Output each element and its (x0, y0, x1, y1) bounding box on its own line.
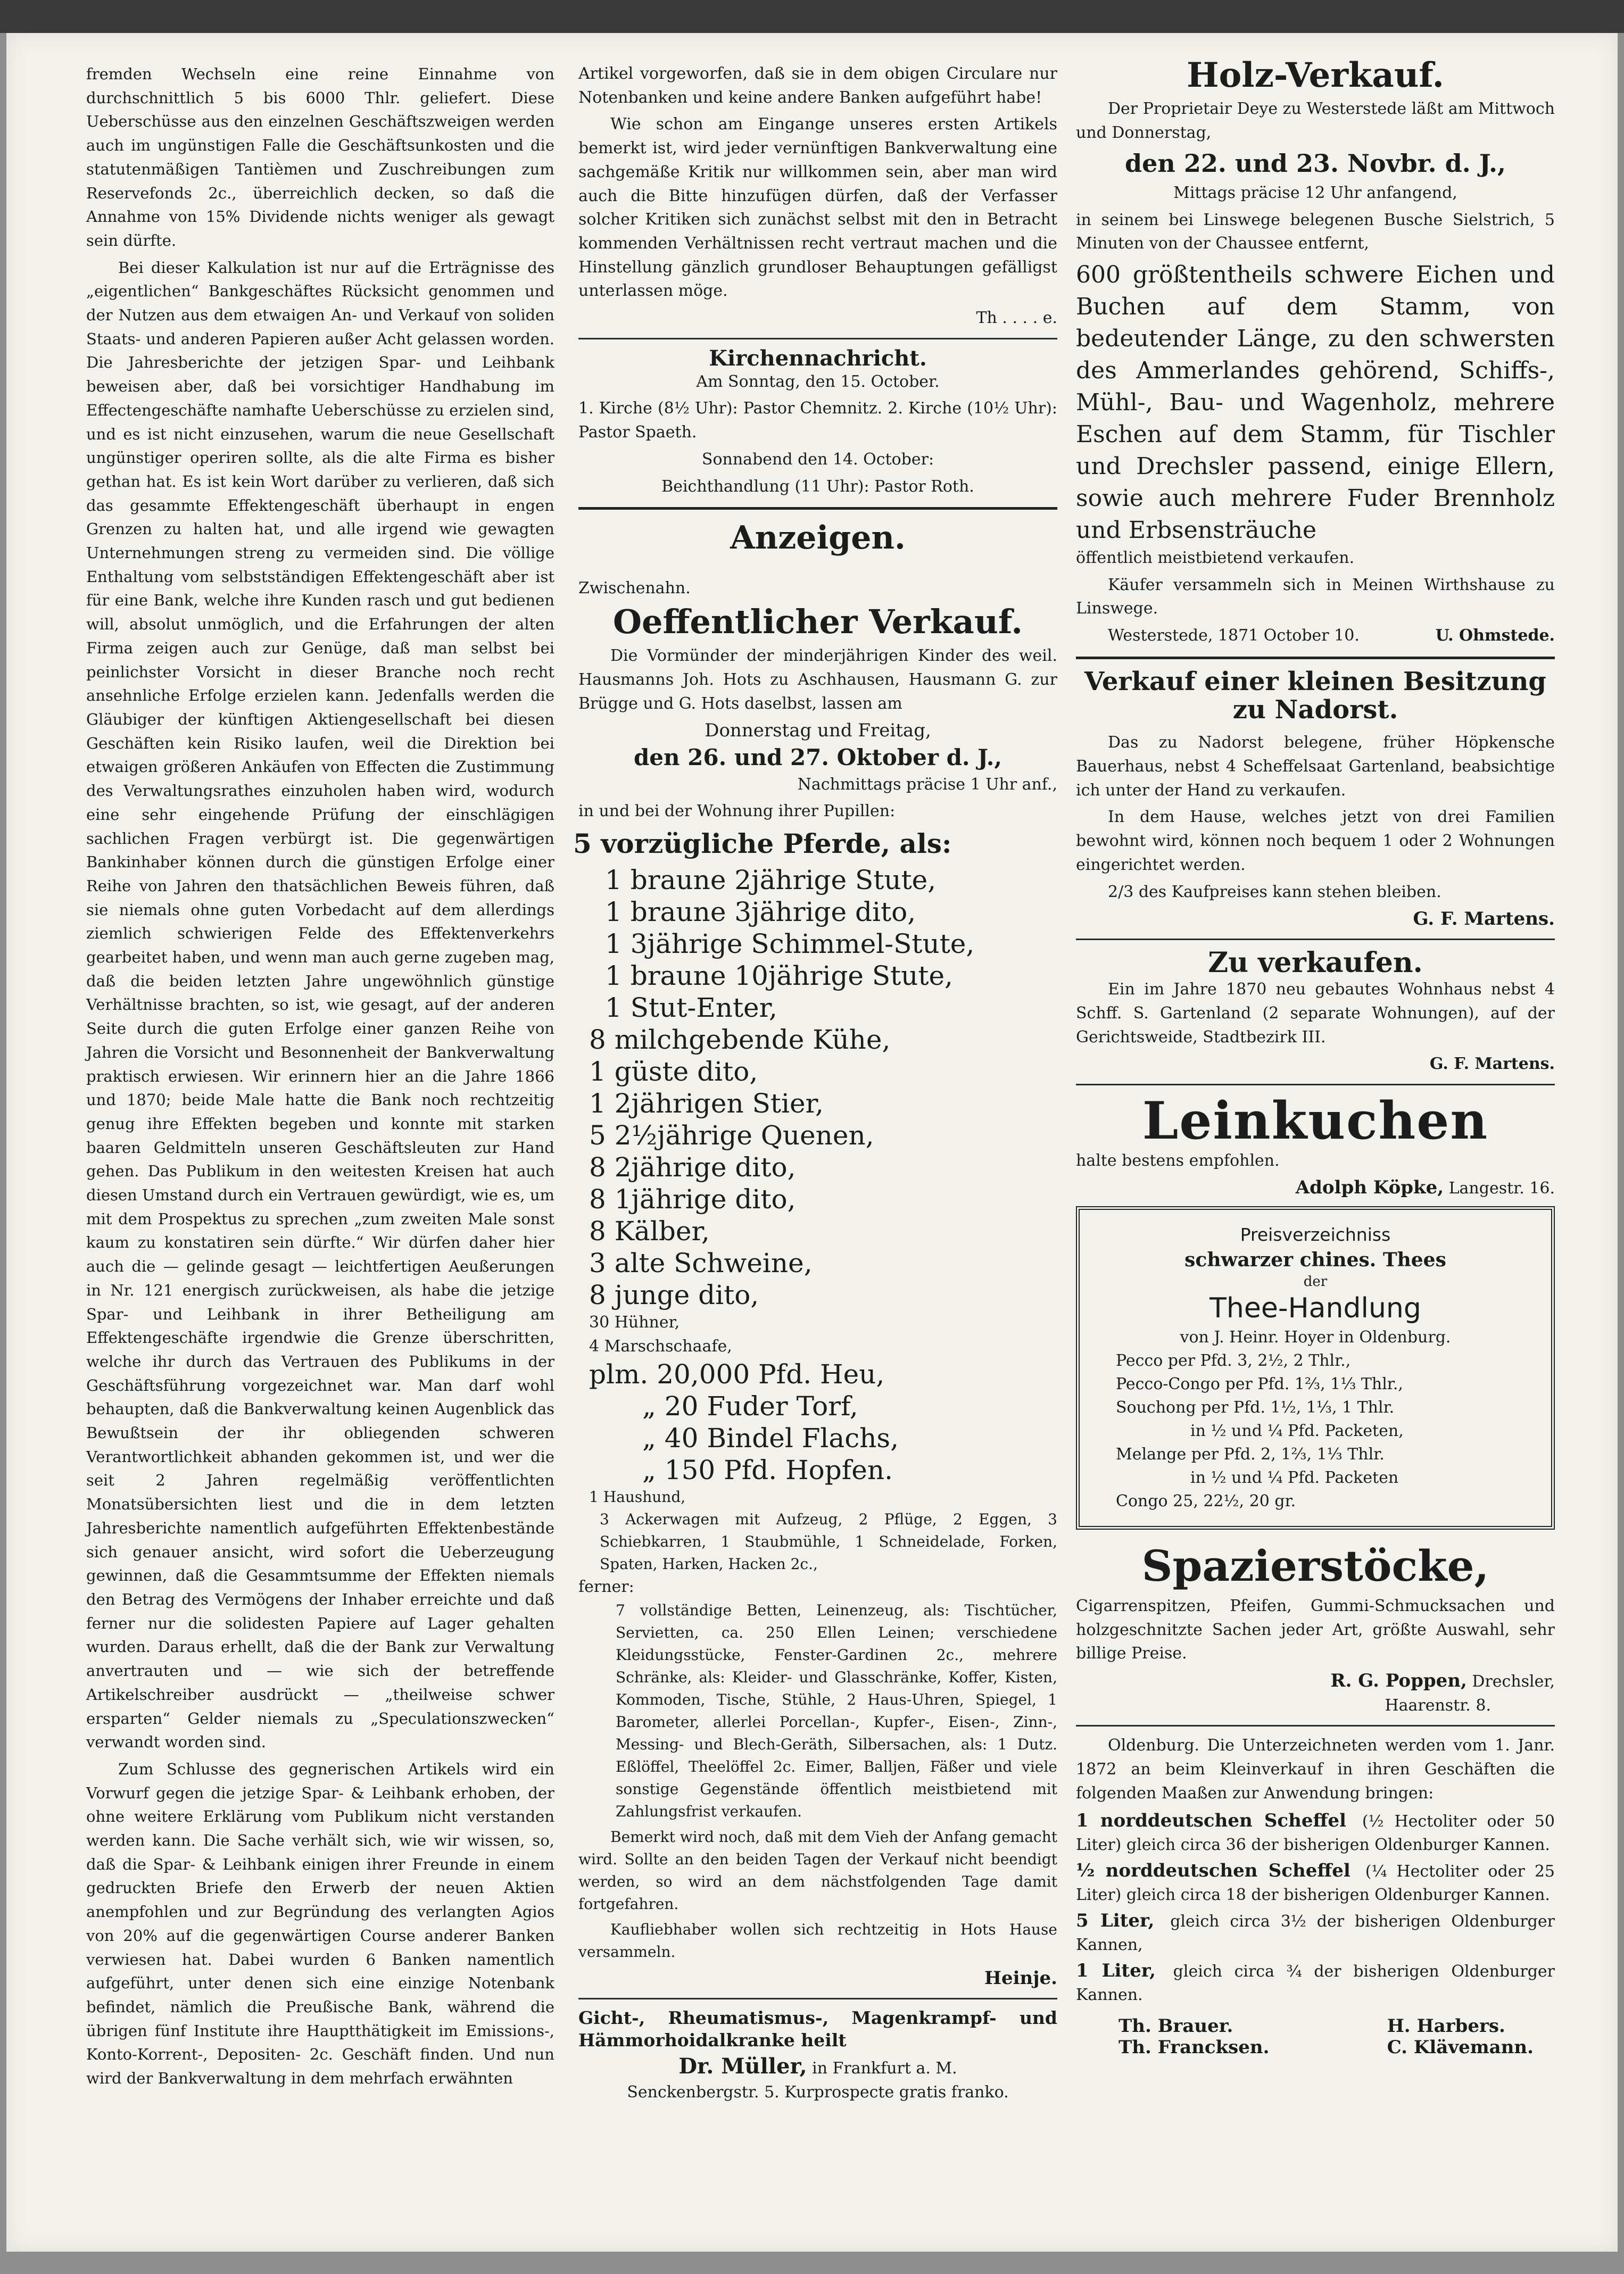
sale-place: Zwischenahn. (578, 579, 691, 598)
sale-location: in und bei der Wohnung ihrer Pupillen: (578, 802, 896, 821)
list-item: 1 Haushund, (589, 1488, 686, 1506)
canes-signature: R. G. Poppen, (1330, 1670, 1467, 1692)
tea-price: in ½ und ¼ Pfd. Packeten (1190, 1468, 1399, 1487)
wood-dates: den 22. und 23. Novbr. d. J., (1124, 148, 1506, 178)
list-item: 5 2½jährige Quenen, (589, 1120, 874, 1151)
horses-list (605, 864, 1057, 1024)
measures-intro: Oldenburg. Die Unterzeichneten werden vom 1. Janr. 1872 an beim Kleinverkauf in ihren Geschäften die folgenden Maaßen zur Anwendung bringen: (1076, 1736, 1555, 1803)
wood-goods-text: 600 größtentheils schwere Eichen und Buchen auf dem Stamm, von bedeutender Länge, zu den schwersten des Ammerlandes gehörend, Schiffs-, Mühl-, Bau- und Wagenholz, mehrere Eschen auf dem Stamm, für Tischler und Drechsler passend, einige Ellern, sowie auch mehrere Fuder Brennholz und Erbsensträuche (1076, 261, 1555, 544)
list-item: „ 150 Pfd. Hopfen. (642, 1455, 893, 1486)
linseed-cake-ad (1076, 1090, 1555, 1201)
measure-item (1076, 1959, 1555, 2007)
tea-title: Thee-Handlung (1209, 1292, 1421, 1324)
church-services: 1. Kirche (8½ Uhr): Pastor Chemnitz. 2. Kirche (10½ Uhr): Pastor Spaeth. (578, 399, 1057, 442)
for-sale-text: Ein im Jahre 1870 neu gebautes Wohnhaus nebst 4 Schff. S. Gartenland (2 separate Wohnungen), auf der Gerichtsweide, Stadtbezirk III. (1076, 980, 1555, 1047)
list-item: 1 güste dito, (589, 1056, 758, 1088)
divider (1076, 1725, 1555, 1727)
sale-intro: Die Vormünder der minderjährigen Kinder des weil. Hausmanns Joh. Hots zu Aschhausen, Hausmann G. zur Brügge und G. Hots daselbst, lassen am (578, 646, 1057, 713)
list-item: 3 alte Schweine, (589, 1248, 813, 1279)
small-animals-list (589, 1311, 1057, 1358)
church-date: Am Sonntag, den 15. October. (696, 372, 940, 391)
list-item: „ 40 Bindel Flachs, (642, 1423, 899, 1454)
divider (578, 338, 1057, 339)
divider (1076, 939, 1555, 940)
tea-price: Souchong per Pfd. 1½, 1⅓, 1 Thlr. (1116, 1398, 1395, 1417)
sale-signature: Heinje. (984, 1968, 1057, 1989)
canes-signature-line (1076, 1669, 1555, 1694)
list-item: 8 milchgebende Kühe, (589, 1024, 891, 1056)
church-notice (578, 347, 1057, 499)
tea-price: Pecco per Pfd. 3, 2½, 2 Thlr., (1116, 1351, 1351, 1370)
measure-item-text-wrap (1076, 1959, 1555, 2007)
newspaper-page (6, 33, 1618, 2252)
sale-note: Kaufliebhaber wollen sich rechtzeitig in Hots Hause versammeln. (578, 1921, 1057, 1961)
sale-notice (573, 577, 1057, 1990)
paragraph: Zum Schlusse des gegnerischen Artikels wird ein Vorwurf gegen die jetzige Spar- & Leihbank erhoben, der ohne weitere Erklärung vom Publikum nicht verstanden werden kann. Die Sache verhält sich, wie wir wissen, so, daß die Spar- & Leihbank einigen ihrer Freunde in einem gedruckten Briefe den Erwerb der neuen Aktien anempfohlen und zur Begründung des verlangten Agios von 20% auf die gegenwärtigen Course anderer Banken verwiesen hat. Dabei wurden 6 Banken namentlich aufgeführt, unter denen sich eine einzige Notenbank befindet, nämlich die Preußische Bank, während die übrigen fünf Institute ihre Hauptthätigkeit im Emissions-, Konto-Korrent-, Depositen- 2c. Geschäft finden. Und nun wird der Bankverwaltung in dem mehrfach erwähnten (86, 1760, 554, 2088)
sale-notes (578, 1826, 1057, 1963)
horses-heading: 5 vorzügliche Pferde, als: (573, 828, 952, 860)
ferner-label: ferner: (578, 1578, 634, 1597)
wood-time: Mittags präcise 12 Uhr anfangend, (1173, 183, 1457, 202)
house-for-sale (1076, 948, 1555, 1076)
tea-line: Preisverzeichniss (1240, 1224, 1391, 1245)
cake-text: halte bestens empfohlen. (1076, 1151, 1280, 1170)
canes-title: Spazierstöcke, (1141, 1540, 1489, 1591)
list-item: 8 1jährige dito, (589, 1184, 796, 1215)
canes-text: Cigarrenspitzen, Pfeifen, Gummi-Schmucksachen und holzgeschnitzte Sachen jeder Art, größte Auswahl, sehr billige Preise. (1076, 1596, 1555, 1663)
church-confession: Beichthandlung (11 Uhr): Pastor Roth. (661, 477, 974, 496)
list-item: 1 Stut-Enter, (605, 992, 777, 1024)
church-date: Sonnabend den 14. October: (701, 450, 934, 469)
cake-address: Langestr. 16. (1448, 1179, 1555, 1198)
for-sale-signature: G. F. Martens. (1429, 1055, 1555, 1074)
small-estate-sale (1076, 668, 1555, 931)
tea-by: von J. Heinr. Hoyer in Oldenburg. (1180, 1327, 1451, 1347)
list-item: 1 2jährigen Stier, (589, 1088, 824, 1119)
list-item: 8 2jährige dito, (589, 1152, 796, 1183)
measures-signatures (1118, 2015, 1534, 2058)
list-item: plm. 20,000 Pfd. Heu, (589, 1359, 885, 1390)
list-item: 1 braune 10jährige Stute, (605, 960, 953, 992)
estate-title: Verkauf einer kleinen Besitzung zu Nadorst. (1084, 666, 1546, 725)
sale-days: Donnerstag und Freitag, (705, 720, 931, 742)
sale-note: Bemerkt wird noch, daß mit dem Vieh der Anfang gemacht wird. Sollte an den beiden Tagen der Verkauf nicht beendigt werden, so wird an dem nächstfolgenden Tage damit fortgefahren. (578, 1828, 1057, 1913)
doctor-name-line (578, 2055, 1057, 2081)
estate-text: Das zu Nadorst belegene, früher Höpkensche Bauerhaus, nebst 4 Scheffelsaat Gartenland, beabsichtige ich unter der Hand zu verkaufen. (1076, 733, 1555, 800)
scan-border (0, 0, 1624, 33)
measures-notice (1076, 1734, 1555, 2057)
list-item: 8 Kälber, (589, 1216, 710, 1247)
goods-list (589, 1358, 1057, 1486)
list-item: 1 3jährige Schimmel-Stute, (605, 928, 975, 960)
divider (578, 507, 1057, 510)
measure-text: (¼ Hectoliter oder 25 Liter) gleich circa 18 der bisherigen Oldenburger Kannen. (1076, 1862, 1555, 1904)
signatures-left (1118, 2015, 1270, 2058)
cattle-list (589, 1024, 1057, 1311)
paragraph: Bei dieser Kalkulation ist nur auf die Erträgnisse des „eigentlichen“ Bankgeschäftes Rücksicht genommen und der Nutzen aus dem etwaigen An- und Verkauf von soliden Staats- und anderen Papieren außer Acht gelassen worden. Die Jahresberichte der jetzigen Spar- und Leihbank beweisen aber, daß bei vorsichtiger Handhabung im Effectengeschäfte namhafte Ueberschüsse zu erzielen sind, und es ist nicht einzusehen, warum die neue Gesellschaft ungünstiger operiren sollte, als die alte Firma es bisher gethan hat. Es ist kein Wort darüber zu verlieren, daß sich das gesammte Effektengeschäft überhaupt in engen Grenzen zu halten hat, und alle irgend wie gewagten Unternehmungen streng zu vermeiden sind. Die völlige Enthaltung vom selbstständigen Effektengeschäft aber ist für eine Bank, welche ihre Kunden rasch und gut bedienen will, absolut unmöglich, und die Erfahrungen der alten Firma zeigen auch zur Genüge, daß man selbst bei peinlichster Vorsicht in dieser Branche noch recht ansehnliche Erfolge erzielen kann. Jedenfalls werden die Gläubiger der künftigen Aktiengesellschaft bei diesen Geschäften kein Risiko laufen, weil die Direktion bei etwaigen größeren Ankäufen von Effecten die Zustimmung des Verwaltungsrathes einzuholen haben wird, wodurch eine sehr eingehende Prüfung der einschlägigen sachlichen Fragen verbürgt ist. Die gegenwärtigen Bankinhaber können durch die günstigen Erfolge einer Reihe von Jahren den thatsächlichen Beweis führen, daß sie niemals ohne guten Vorbedacht auf dem allerdings ziemlich schwierigen Felde des Effektenverkehrs gearbeitet haben, und wenn man auch gerne zugeben mag, daß die beiden letzten Jahre ungewöhnlich günstige Verhältnisse brachten, so ist, wie gesagt, auf der anderen Seite durch die guten Erfolge einer ganzen Reihe von Jahren die Vorsicht und Besonnenheit der Bankverwaltung praktisch erwiesen. Wir erinnern hier an die Jahre 1866 und 1870; beide Male hatte die Bank noch rechtzeitig genug ihre Effekten begeben und konnte mit starken baaren Geldmitteln unseren Geschäftsleuten zur Hand gehen. Das Publikum in den weitesten Kreisen hat auch diesen Umstand durch ein Vertrauen gewürdigt, wie es, um mit dem Prospektus zu sprechen „zum zweiten Male sonst kaum zu konstatiren sein dürfte.“ Wir dürfen daher hier auch die — gelinde gesagt — leichtfertigen Aeußerungen in Nr. 121 energisch zurückweisen, als habe die jetzige Spar- und Leihbank in ihrer Betheiligung am Effektengeschäfte irgendwie die Grenze überschritten, welche ihr durch das Vertrauen des Publikums in der Geschäftsführung vorgezeichnet war. Man darf wohl behaupten, daß die Bankverwaltung keinen Augenblick das Bewußtsein der ihr obliegenden schweren Verantwortlichkeit abhanden gekommen ist, und wer die seit 2 Jahren regelmäßig veröffentlichten Monatsübersichten liest und die in dem letzten Jahresberichte namentlich aufgeführten Effektenbestände sich genauer ansicht, wird sofort die Ueberzeugung gewinnen, daß die Gesammtsumme der Effekten niemals den Betrag des Vermögens der Inhaber erreichte und daß ferner nur die solidesten Papiere auf Lager gehalten wurden. Daraus erhellt, daß die der Bank zur Verwaltung anvertrauten und — wie sich der betreffende Artikelschreiber ausdrückt — „theilweise schwer ersparten“ Gelder niemals zu „Speculationszwecken“ verwandt worden sind. (86, 258, 554, 1752)
estate-text: In dem Hause, welches jetzt von drei Familien bewohnt wird, können noch bequem 1 oder 2 Wohnungen eingerichtet werden. (1076, 808, 1555, 874)
tea-price: Melange per Pfd. 2, 1⅔, 1⅓ Thlr. (1116, 1445, 1385, 1464)
signature: C. Klävemann. (1387, 2036, 1534, 2058)
sale-title: Oeffentlicher Verkauf. (613, 602, 1023, 641)
wood-title: Holz-Verkauf. (1187, 55, 1444, 95)
tea-line: der (1303, 1273, 1328, 1290)
measure-label: 1 norddeutschen Scheffel (1076, 1810, 1346, 1831)
tea-price: Pecco-Congo per Pfd. 1⅔, 1⅓ Thlr., (1116, 1374, 1403, 1393)
divider (1076, 1084, 1555, 1085)
wood-goods (1076, 259, 1555, 546)
measure-label: ½ norddeutschen Scheffel (1076, 1860, 1350, 1881)
tea-price: Congo 25, 22½, 20 gr. (1116, 1491, 1296, 1511)
measure-item (1076, 1909, 1555, 1957)
cake-signature-line (1076, 1176, 1555, 1201)
column-3 (1076, 55, 1555, 2058)
church-title: Kirchennachricht. (709, 345, 927, 371)
list-item: 3 Ackerwagen mit Aufzeug, 2 Pflüge, 2 Eggen, 3 Schiebkarren, 1 Staubmühle, 1 Schneidelade, Forken, Spaten, Harken, Hacken 2c., (600, 1511, 1057, 1573)
for-sale-title: Zu verkaufen. (1208, 946, 1423, 979)
measure-text: gleich circa ¾ der bisherigen Oldenburger Kannen. (1076, 1962, 1555, 2004)
cake-signature: Adolph Köpke, (1295, 1177, 1444, 1199)
tea-price: in ½ und ¼ Pfd. Packeten, (1190, 1421, 1404, 1440)
list-item: 1 braune 3jährige dito, (605, 897, 916, 928)
doctor-line: Gicht-, Rheumatismus-, Magenkrampf- und Hämmorhoidalkranke heilt (578, 2007, 1057, 2051)
doctor-name: Dr. Müller, (678, 2053, 807, 2079)
list-item: 7 vollständige Betten, Leinenzeug, als: Tischtücher, Servietten, ca. 250 Ellen Leinen; verschiedene Kleidungsstücke, Fenster-Gardinen 2c., mehrere Schränke, als: Kleider- und Glasschränke, Koffer, Kisten, Kommoden, Tische, Stühle, 2 Haus-Uhren, Spiegel, 1 Barometer, allerlei Porcellan-, Kupfer-, Eisen-, Zinn-, Messing- und Blech-Geräth, Silbersachen, als: 1 Dutz. Eßlöffel, Theelöffel 2c. Eimer, Balljen, Fäßer und viele sonstige Gegenstände öffentlich meistbietend mit Zahlungsfrist verkaufen. (616, 1601, 1057, 1821)
tea-prices (1116, 1349, 1536, 1513)
tea-line: schwarzer chines. Thees (1184, 1248, 1446, 1271)
wood-place: in seinem bei Linswege belegenen Busche Sielstrich, 5 Minuten von der Chaussee entfernt, (1076, 210, 1555, 253)
paragraph: Wie schon am Eingange unseres ersten Artikels bemerkt ist, wird jeder vernünftigen Bankverwaltung eine sachgemäße Kritik nur willkommen sein, aber man wird auch die Bitte hinzufügen dürfen, daß der Verfasser solcher Kritiken sich zunächst selbst mit den in Betracht kommenden Verhältnissen recht vertraut machen und die Hinstellung gänzlich grundloser Behauptungen gefälligst unterlassen möge. (578, 115, 1057, 301)
sale-dates: den 26. und 27. Oktober d. J., (633, 744, 1002, 770)
measure-label: 1 Liter, (1076, 1960, 1156, 1981)
column-2 (573, 62, 1057, 2107)
wood-tail: öffentlich meistbietend verkaufen. (1076, 548, 1355, 567)
list-item: 1 braune 2jährige Stute, (605, 865, 937, 896)
wood-buyers: Käufer versammeln sich in Meinen Wirthshause zu Linswege. (1076, 575, 1555, 618)
paragraph: fremden Wechseln eine reine Einnahme von durchschnittlich 5 bis 6000 Thlr. geliefert. Diese Ueberschüsse aus den einzelnen Geschäftszweigen werden auch im ungünstigen Falle die Geschäftsunkosten und die statutenmäßigen Tantièmen und Zuschreibungen zum Reservefonds 2c., überreichlich decken, so daß die Annahme von 15% Dividende nichts weniger als gewagt sein dürfte. (86, 65, 554, 250)
ads-header: Anzeigen. (730, 519, 906, 557)
wood-sale (1076, 57, 1555, 648)
wood-intro: Der Proprietair Deye zu Westerstede läßt am Mittwoch und Donnerstag, (1076, 99, 1555, 143)
measure-label: 5 Liter, (1076, 1910, 1155, 1931)
sale-time: Nachmittags präcise 1 Uhr anf., (797, 775, 1057, 794)
signature: Th. Brauer. (1118, 2015, 1233, 2037)
measure-item-text-wrap (1076, 1859, 1555, 1907)
measure-item (1076, 1859, 1555, 1907)
canes-trade: Drechsler, (1472, 1672, 1555, 1691)
estate-text: 2/3 des Kaufpreises kann stehen bleiben. (1108, 882, 1441, 901)
list-item: 4 Marschschaafe, (589, 1337, 732, 1356)
measure-item-text-wrap (1076, 1909, 1555, 1957)
measure-item (1076, 1809, 1555, 1857)
divider (1076, 657, 1555, 659)
signature: Th. Francksen. (1118, 2036, 1270, 2058)
doctor-city: in Frankfurt a. M. (812, 2059, 957, 2078)
signature: H. Harbers. (1387, 2015, 1505, 2037)
estate-signature: G. F. Martens. (1413, 908, 1555, 930)
cake-title: Leinkuchen (1142, 1090, 1489, 1151)
doctor-address: Senckenbergstr. 5. Kurprospecte gratis franko. (627, 2082, 1009, 2102)
walking-sticks-ad (1076, 1542, 1555, 1718)
list-item: „ 20 Fuder Torf, (642, 1391, 858, 1422)
column-1 (86, 62, 554, 2094)
paragraph: Artikel vorgeworfen, daß sie in dem obigen Circulare nur Notenbanken und keine andere Banken aufgeführt habe! (578, 64, 1057, 107)
signatures-right (1387, 2015, 1534, 2058)
wood-signature: U. Ohmstede. (1435, 626, 1555, 645)
divider (578, 1998, 1057, 1999)
misc-items (589, 1486, 1057, 1575)
doctor-ad (578, 2007, 1057, 2104)
measure-item-text-wrap (1076, 1809, 1555, 1857)
measure-text: gleich circa 3½ der bisherigen Oldenburger Kannen, (1076, 1912, 1555, 1954)
wood-footer (1076, 624, 1555, 648)
household-items (616, 1599, 1057, 1823)
signature: Th . . . . e. (976, 309, 1057, 328)
measure-text: (½ Hectoliter oder 50 Liter) gleich circa 36 der bisherigen Oldenburger Kannen. (1076, 1812, 1555, 1854)
list-item: 30 Hühner, (589, 1313, 680, 1332)
canes-address: Haarenstr. 8. (1385, 1696, 1491, 1715)
list-item: 8 junge dito, (589, 1280, 759, 1311)
wood-date: Westerstede, 1871 October 10. (1108, 626, 1360, 645)
tea-price-list (1076, 1206, 1555, 1530)
